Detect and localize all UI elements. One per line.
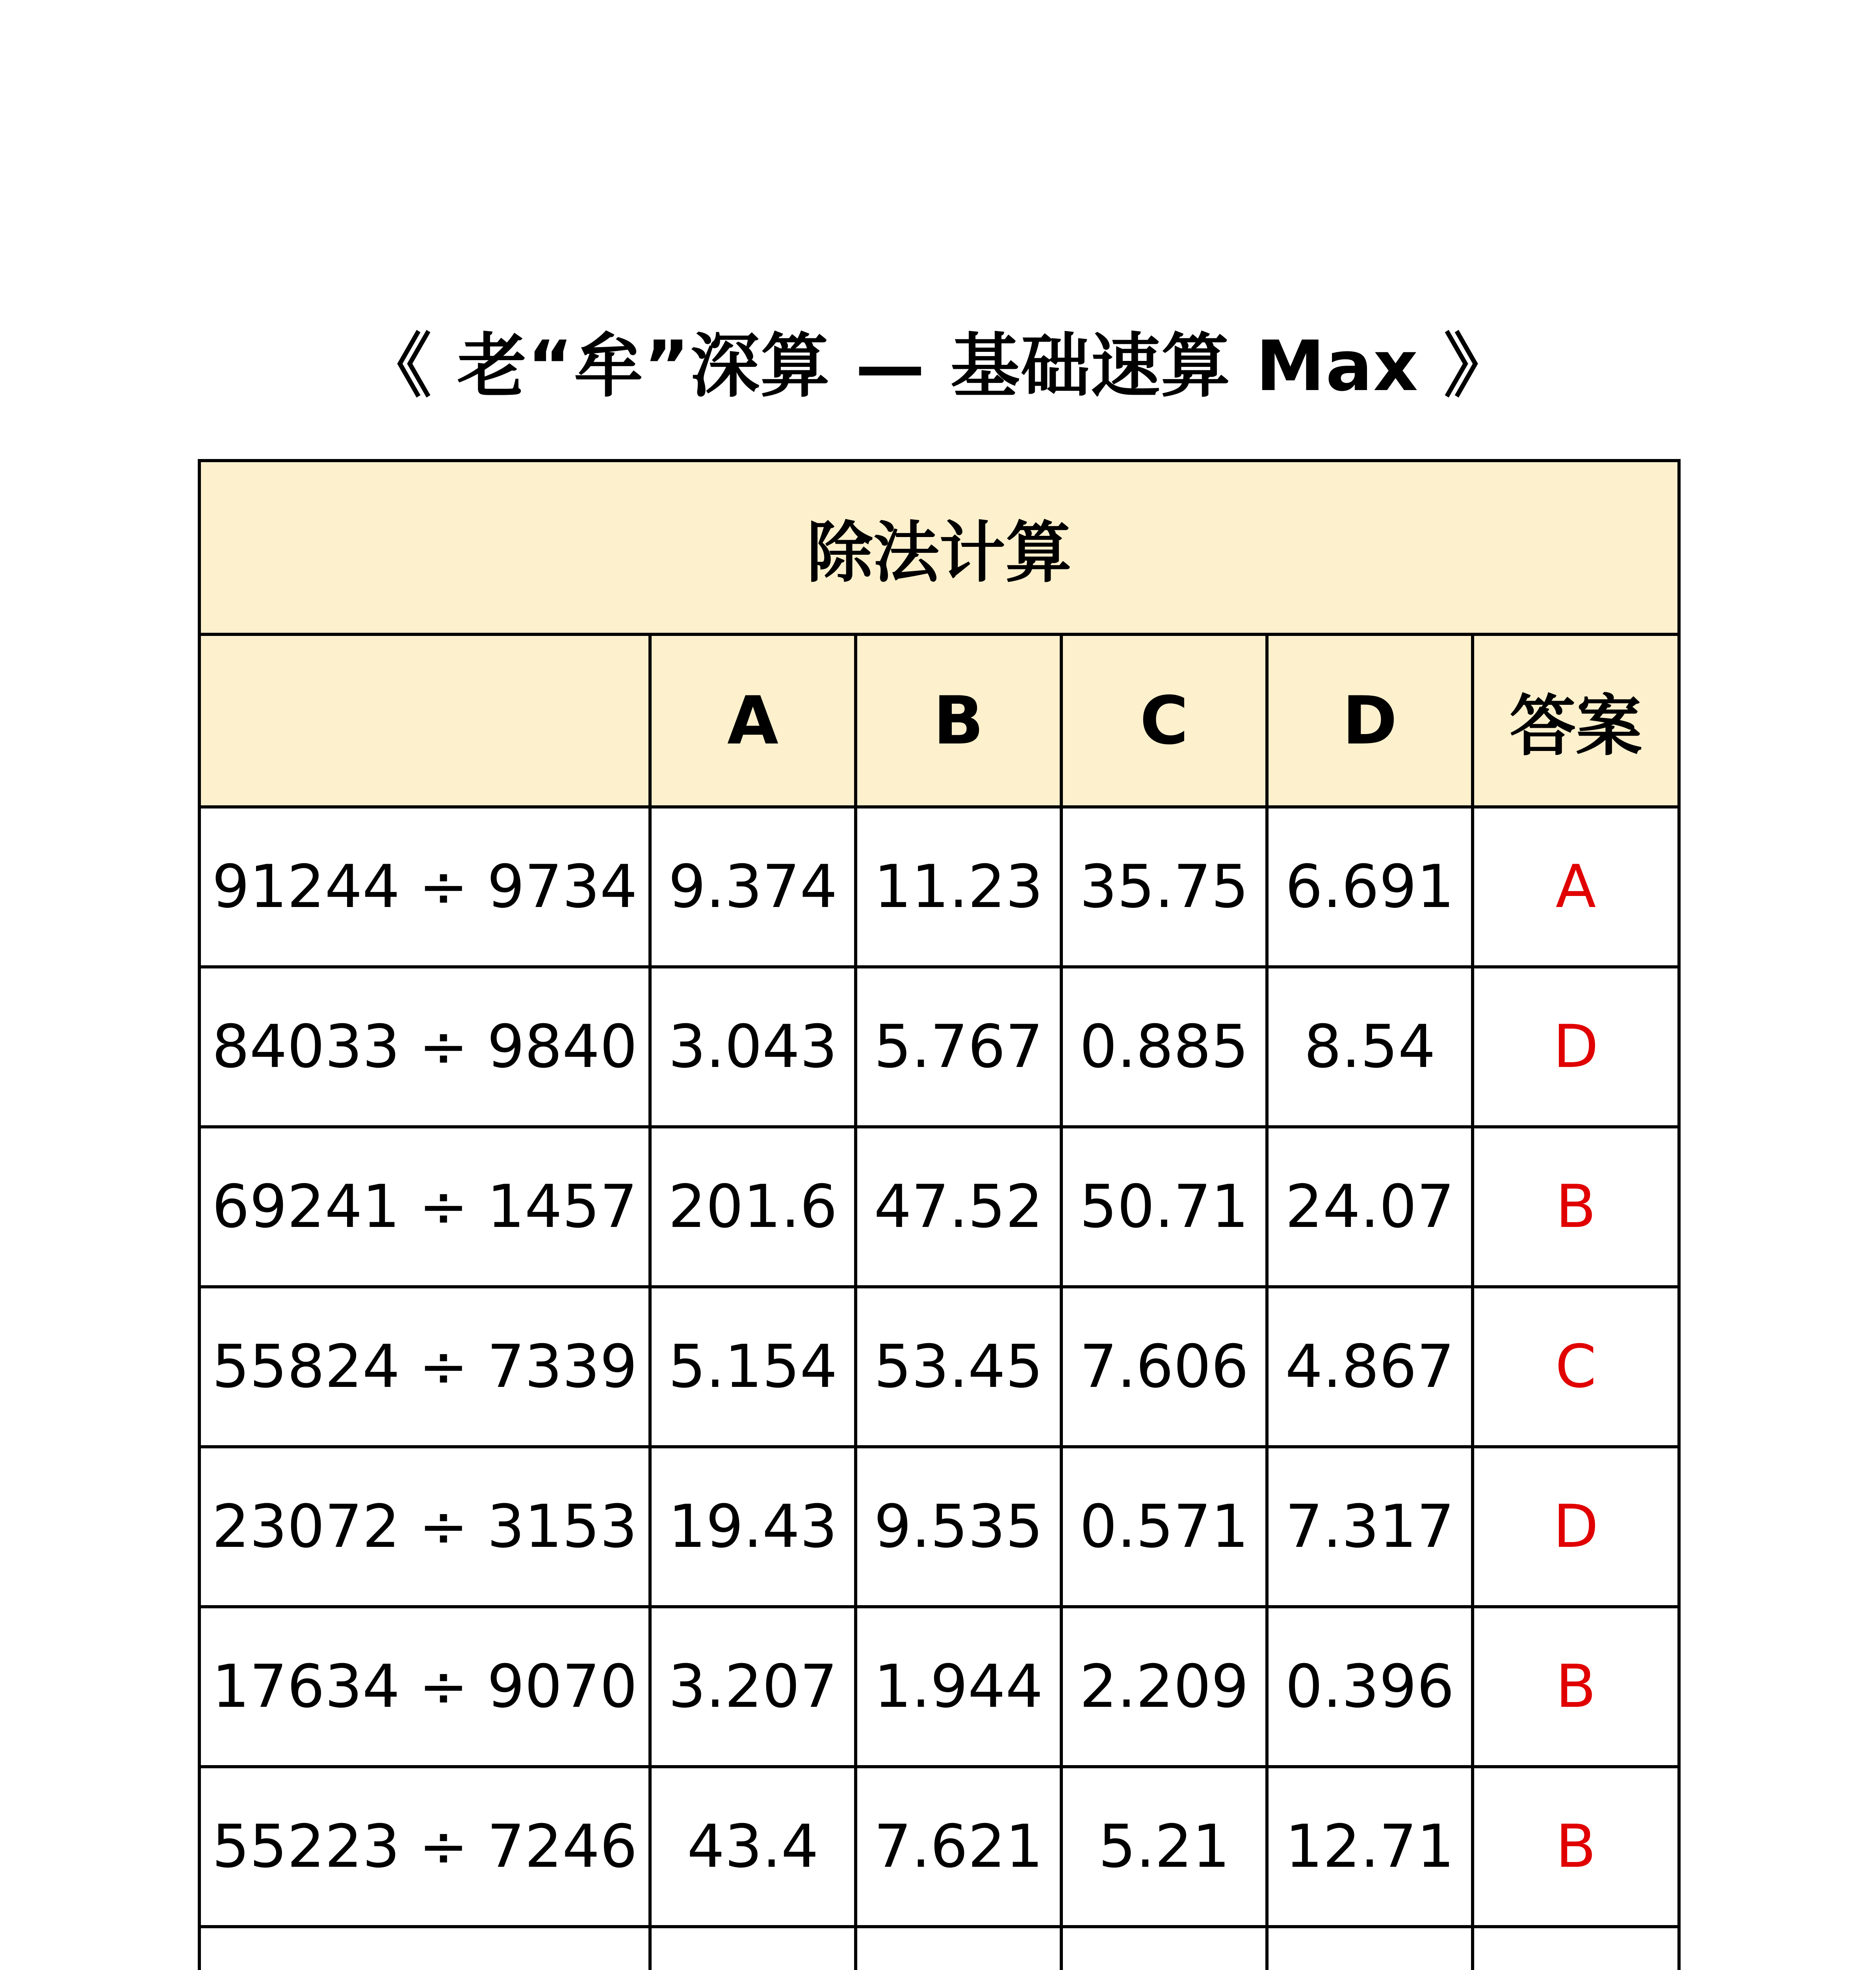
option-d-cell: 12.71 <box>1267 1767 1473 1927</box>
answer-cell: A <box>1473 807 1679 967</box>
table-row <box>199 807 1679 967</box>
option-b-cell: 1.944 <box>856 1607 1061 1767</box>
division-quiz-table <box>198 459 1681 1970</box>
table-row <box>199 1767 1679 1927</box>
option-d-cell: 4.867 <box>1267 1287 1473 1447</box>
option-b-cell: 53.45 <box>856 1287 1061 1447</box>
option-c-cell: 7.606 <box>1061 1287 1267 1447</box>
option-b-cell: 11.23 <box>856 807 1061 967</box>
option-a-cell: 3.043 <box>650 967 856 1127</box>
option-b-cell: 5.767 <box>856 967 1061 1127</box>
column-header-answer: 答案 <box>1473 634 1679 807</box>
option-d-cell: 6.691 <box>1267 807 1473 967</box>
option-d-cell: 8.54 <box>1267 967 1473 1127</box>
option-b-cell: 47.52 <box>856 1127 1061 1287</box>
option-b-cell: 9.535 <box>856 1447 1061 1607</box>
option-a-cell: 201.6 <box>650 1127 856 1287</box>
question-cell: 55223 ÷ 7246 <box>199 1767 650 1927</box>
option-c-cell: 0.885 <box>1061 967 1267 1127</box>
option-a-cell: 43.4 <box>650 1767 856 1927</box>
question-cell: 23072 ÷ 3153 <box>199 1447 650 1607</box>
table-row <box>199 1447 1679 1607</box>
answer-cell <box>1473 1927 1679 1970</box>
column-header-a: A <box>650 634 856 807</box>
option-c-cell <box>1061 1927 1267 1970</box>
option-a-cell: 9.374 <box>650 807 856 967</box>
column-header-question <box>199 634 650 807</box>
answer-cell: B <box>1473 1767 1679 1927</box>
answer-cell: C <box>1473 1287 1679 1447</box>
answer-cell: D <box>1473 967 1679 1127</box>
question-cell: 84033 ÷ 9840 <box>199 967 650 1127</box>
column-header-b: B <box>856 634 1061 807</box>
question-cell: 55824 ÷ 7339 <box>199 1287 650 1447</box>
page-title: 《 老“牟”深算 — 基础速算 Max 》 <box>362 326 1514 407</box>
column-header-d: D <box>1267 634 1473 807</box>
option-c-cell: 2.209 <box>1061 1607 1267 1767</box>
option-d-cell <box>1267 1927 1473 1970</box>
table-row <box>199 1287 1679 1447</box>
question-cell: 17634 ÷ 9070 <box>199 1607 650 1767</box>
option-a-cell: 5.154 <box>650 1287 856 1447</box>
column-header-row <box>199 634 1679 807</box>
answer-cell: D <box>1473 1447 1679 1607</box>
option-c-cell: 5.21 <box>1061 1767 1267 1927</box>
answer-cell: B <box>1473 1607 1679 1767</box>
section-title: 除法计算 <box>199 461 1679 634</box>
table-row <box>199 1927 1679 1970</box>
option-c-cell: 50.71 <box>1061 1127 1267 1287</box>
table-row <box>199 1127 1679 1287</box>
option-d-cell: 0.396 <box>1267 1607 1473 1767</box>
option-c-cell: 35.75 <box>1061 807 1267 967</box>
option-b-cell <box>856 1927 1061 1970</box>
option-a-cell: 3.207 <box>650 1607 856 1767</box>
option-a-cell <box>650 1927 856 1970</box>
question-cell <box>199 1927 650 1970</box>
table-row <box>199 967 1679 1127</box>
column-header-c: C <box>1061 634 1267 807</box>
table-row <box>199 1607 1679 1767</box>
question-cell: 91244 ÷ 9734 <box>199 807 650 967</box>
answer-cell: B <box>1473 1127 1679 1287</box>
option-d-cell: 7.317 <box>1267 1447 1473 1607</box>
option-b-cell: 7.621 <box>856 1767 1061 1927</box>
option-a-cell: 19.43 <box>650 1447 856 1607</box>
option-d-cell: 24.07 <box>1267 1127 1473 1287</box>
question-cell: 69241 ÷ 1457 <box>199 1127 650 1287</box>
option-c-cell: 0.571 <box>1061 1447 1267 1607</box>
section-header-row <box>199 461 1679 634</box>
